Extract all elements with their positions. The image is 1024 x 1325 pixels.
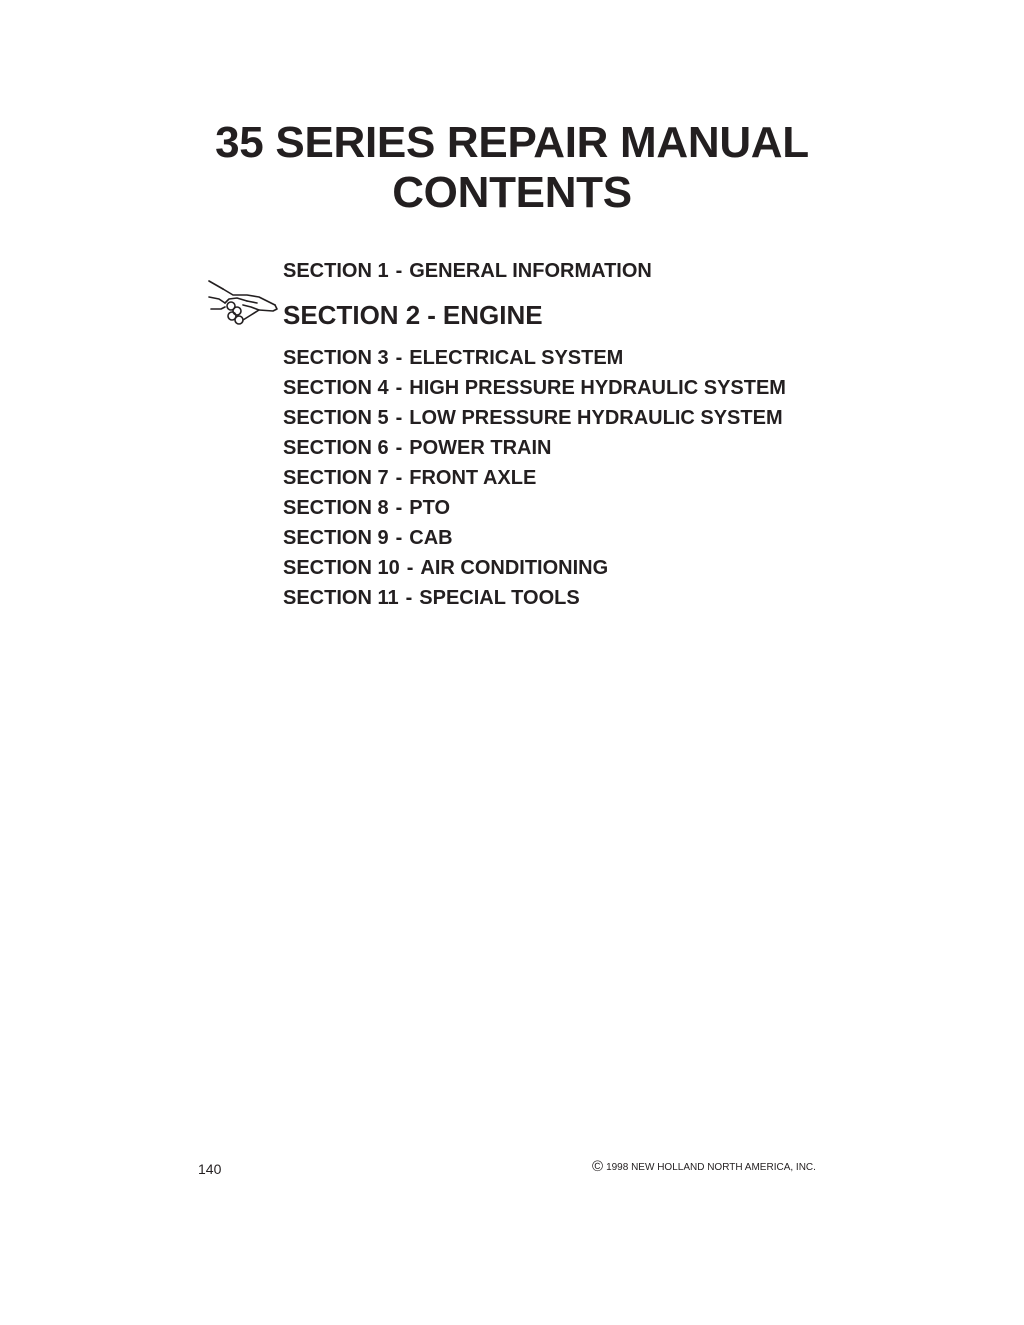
copyright-notice	[592, 1158, 816, 1177]
section-item-10[interactable]	[283, 553, 786, 583]
section-label: SECTION 4	[283, 377, 389, 399]
section-separator: -	[406, 557, 414, 579]
section-label: SECTION 8	[283, 497, 389, 519]
section-item-11[interactable]	[283, 583, 786, 613]
section-name: POWER TRAIN	[409, 437, 552, 459]
section-separator: -	[405, 587, 413, 609]
section-label: SECTION 11	[283, 587, 399, 609]
section-separator: -	[395, 347, 403, 369]
section-item-1[interactable]	[283, 256, 786, 286]
page-number: 140	[198, 1161, 222, 1177]
section-item-7[interactable]	[283, 463, 786, 493]
copyright-symbol: ©	[592, 1158, 604, 1175]
section-item-2-current[interactable]	[283, 299, 786, 331]
section-name: LOW PRESSURE HYDRAULIC SYSTEM	[409, 407, 783, 429]
section-label: SECTION 5	[283, 407, 389, 429]
section-label: SECTION 1	[283, 260, 389, 282]
section-separator: -	[395, 377, 403, 399]
section-name: CAB	[409, 527, 453, 549]
section-name: SPECIAL TOOLS	[419, 587, 580, 609]
section-name: HIGH PRESSURE HYDRAULIC SYSTEM	[409, 377, 786, 399]
section-separator: -	[395, 527, 403, 549]
section-item-8[interactable]	[283, 493, 786, 523]
section-item-5[interactable]	[283, 403, 786, 433]
page-title-line-2: CONTENTS	[392, 168, 632, 217]
section-label: SECTION 9	[283, 527, 389, 549]
page-title	[0, 118, 1024, 218]
section-separator: -	[395, 467, 403, 489]
section-name: PTO	[409, 497, 451, 519]
section-name: AIR CONDITIONING	[420, 557, 609, 579]
section-separator: -	[395, 497, 403, 519]
section-label: SECTION 10	[283, 557, 400, 579]
section-item-9[interactable]	[283, 523, 786, 553]
section-name: ENGINE	[442, 300, 543, 330]
section-label: SECTION 3	[283, 347, 389, 369]
section-item-6[interactable]	[283, 433, 786, 463]
section-separator: -	[395, 407, 403, 429]
section-item-3[interactable]	[283, 343, 786, 373]
copyright-text: 1998 NEW HOLLAND NORTH AMERICA, INC.	[606, 1162, 816, 1173]
section-label: SECTION 2	[283, 300, 421, 330]
pointing-hand-icon	[207, 279, 279, 327]
section-name: FRONT AXLE	[409, 467, 537, 489]
section-name: GENERAL INFORMATION	[409, 260, 652, 282]
section-separator: -	[427, 300, 436, 330]
section-separator: -	[395, 437, 403, 459]
section-name: ELECTRICAL SYSTEM	[409, 347, 624, 369]
page-title-line-1: 35 SERIES REPAIR MANUAL	[215, 118, 809, 167]
section-list	[283, 256, 786, 613]
section-label: SECTION 7	[283, 467, 389, 489]
section-label: SECTION 6	[283, 437, 389, 459]
section-separator: -	[395, 260, 403, 282]
section-item-4[interactable]	[283, 373, 786, 403]
